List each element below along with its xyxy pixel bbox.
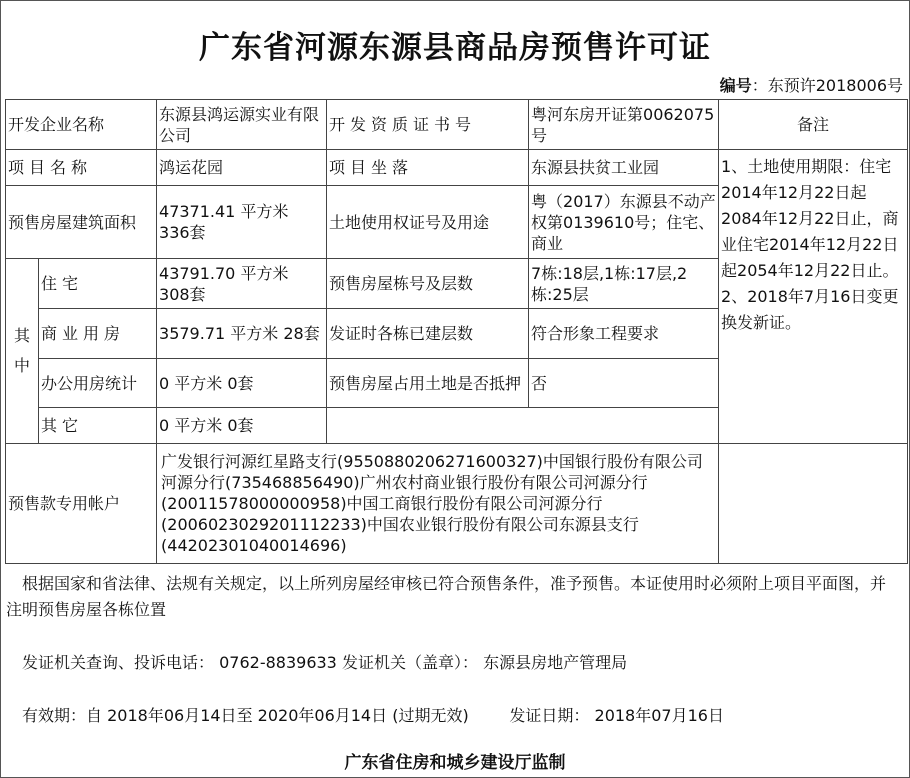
office-value: 0 平方米 0套 — [157, 359, 327, 408]
project-name-value: 鸿运花园 — [157, 150, 327, 186]
issue-label: 发证日期： — [509, 706, 590, 725]
validity-from: 2018年06月14日 — [107, 706, 237, 725]
building-no-value: 7栋:18层,1栋:17层,2栋:25层 — [529, 259, 719, 309]
other-label: 其它 — [39, 408, 157, 444]
permit-table — [5, 99, 908, 564]
remark-label: 备注 — [719, 100, 908, 150]
developer-value: 东源县鸿运源实业有限公司 — [157, 100, 327, 150]
commercial-label: 商业用房 — [39, 309, 157, 359]
area-label: 预售房屋建筑面积 — [6, 186, 157, 259]
mortgage-value: 否 — [529, 359, 719, 408]
issue-date: 2018年07月16日 — [594, 706, 724, 725]
phone-label: 发证机关查询、投诉电话： — [22, 653, 215, 672]
location-label: 项目坐落 — [327, 150, 529, 186]
residential-label: 住宅 — [39, 259, 157, 309]
certificate-number — [720, 73, 903, 96]
area-value: 47371.41 平方米 336套 — [157, 186, 327, 259]
built-floors-label: 发证时各栋已建层数 — [327, 309, 529, 359]
location-value: 东源县扶贫工业园 — [529, 150, 719, 186]
empty-cell — [327, 408, 719, 444]
among-text: 其 中 — [13, 326, 30, 375]
account-label: 预售款专用帐户 — [6, 444, 157, 564]
commercial-value: 3579.71 平方米 28套 — [157, 309, 327, 359]
authority-value: 东源县房地产管理局 — [483, 653, 628, 672]
developer-label: 开发企业名称 — [6, 100, 157, 150]
land-cert-label: 土地使用权证号及用途 — [327, 186, 529, 259]
qualification-label: 开发资质证书号 — [327, 100, 529, 150]
contact-line — [22, 650, 627, 676]
mortgage-label: 预售房屋占用土地是否抵押 — [327, 359, 529, 408]
residential-value: 43791.70 平方米 308套 — [157, 259, 327, 309]
table-row — [6, 100, 908, 150]
expired-note: (过期无效) — [392, 706, 469, 725]
office-label: 办公用房统计 — [39, 359, 157, 408]
land-cert-value: 粤（2017）东源县不动产权第0139610号；住宅、商业 — [529, 186, 719, 259]
remark-text: 1、土地使用期限：住宅2014年12月22日起2084年12月22日止，商业住宅2014年12月22日起2054年12月22日止。2、2018年7月16日变更换发新证。 — [719, 150, 908, 444]
other-value: 0 平方米 0套 — [157, 408, 327, 444]
validity-label: 有效期：自 — [22, 706, 103, 725]
table-row — [6, 444, 908, 564]
account-value: 广发银行河源红星路支行(9550880206271600327)中国银行股份有限公司河源分行(735468856490)广州农村商业银行股份有限公司河源分行(20011578000000958)中国工商银行股份有限公司河源分行(2006023029201112233)中国农业银行股份有限公司东源县支行(44202301040014696) — [157, 444, 719, 564]
validity-to: 2020年06月14日 — [257, 706, 388, 725]
cert-no-sep: ： — [751, 76, 768, 95]
built-floors-value: 符合形象工程要求 — [529, 309, 719, 359]
cert-no-value: 东预许2018006号 — [767, 76, 903, 95]
validity-line — [22, 703, 724, 729]
authority-label: 发证机关（盖章）： — [341, 653, 478, 672]
phone-number: 0762-8839633 — [219, 653, 337, 672]
cert-no-label: 编号 — [719, 76, 752, 95]
footer-issuer: 广东省住房和城乡建设厅监制 — [344, 753, 566, 773]
building-no-label: 预售房屋栋号及层数 — [327, 259, 529, 309]
qualification-value: 粤河东房开证第0062075号 — [529, 100, 719, 150]
table-row — [6, 150, 908, 186]
validity-to-word: 至 — [236, 706, 253, 725]
empty-cell — [719, 444, 908, 564]
project-name-label: 项目名称 — [6, 150, 157, 186]
page-title: 广东省河源东源县商品房预售许可证 — [199, 30, 711, 66]
statement: 根据国家和省法律、法规有关规定，以上所列房屋经审核已符合预售条件，准予预售。本证使用时必须附上项目平面图，并注明预售房屋各栋位置 — [6, 574, 887, 619]
among-label — [6, 259, 39, 444]
